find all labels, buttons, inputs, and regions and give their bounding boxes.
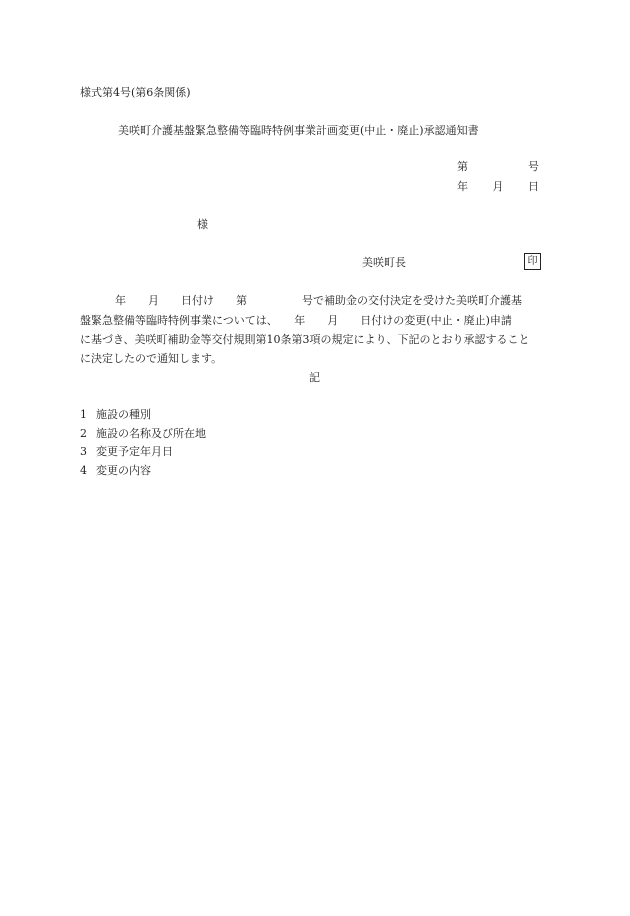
list-item-number: 4 <box>80 464 87 477</box>
list-item <box>80 428 206 439</box>
sender-name: 美咲町長 <box>362 256 406 269</box>
list-item <box>80 465 151 476</box>
date-month: 月 <box>492 180 504 193</box>
number-suffix: 号 <box>528 160 539 173</box>
body-text-line: 年 月 日付け 第 号で補助金の交付決定を受けた美咲町介護基 <box>115 294 522 307</box>
seal-mark: 印 <box>524 253 541 270</box>
body-text-line: 盤緊急整備等臨時特例事業については、 年 月 日付けの変更(中止・廃止)申請 <box>80 314 512 327</box>
document-date-line <box>457 181 539 192</box>
addressee-suffix: 様 <box>197 218 208 231</box>
list-item <box>80 446 173 457</box>
list-item <box>80 409 151 420</box>
list-item-label: 変更の内容 <box>96 464 151 477</box>
body-text-line: に決定したので通知します。 <box>80 352 223 365</box>
date-day: 日 <box>528 180 539 193</box>
date-year: 年 <box>457 180 468 193</box>
list-item-label: 変更予定年月日 <box>96 445 173 458</box>
list-item-label: 施設の名称及び所在地 <box>96 427 206 440</box>
list-item-number: 1 <box>80 408 87 421</box>
body-text-line: に基づき、美咲町補助金等交付規則第10条第3項の規定により、下記のとおり承認すること <box>80 333 530 346</box>
list-item-label: 施設の種別 <box>96 408 151 421</box>
list-item-number: 2 <box>80 427 87 440</box>
number-prefix: 第 <box>457 160 468 173</box>
form-number: 様式第4号(第6条関係) <box>80 86 191 99</box>
document-number-line <box>457 161 539 172</box>
ki-heading: 記 <box>309 371 320 384</box>
list-item-number: 3 <box>80 445 87 458</box>
document-title: 美咲町介護基盤緊急整備等臨時特例事業計画変更(中止・廃止)承認通知書 <box>118 124 479 137</box>
